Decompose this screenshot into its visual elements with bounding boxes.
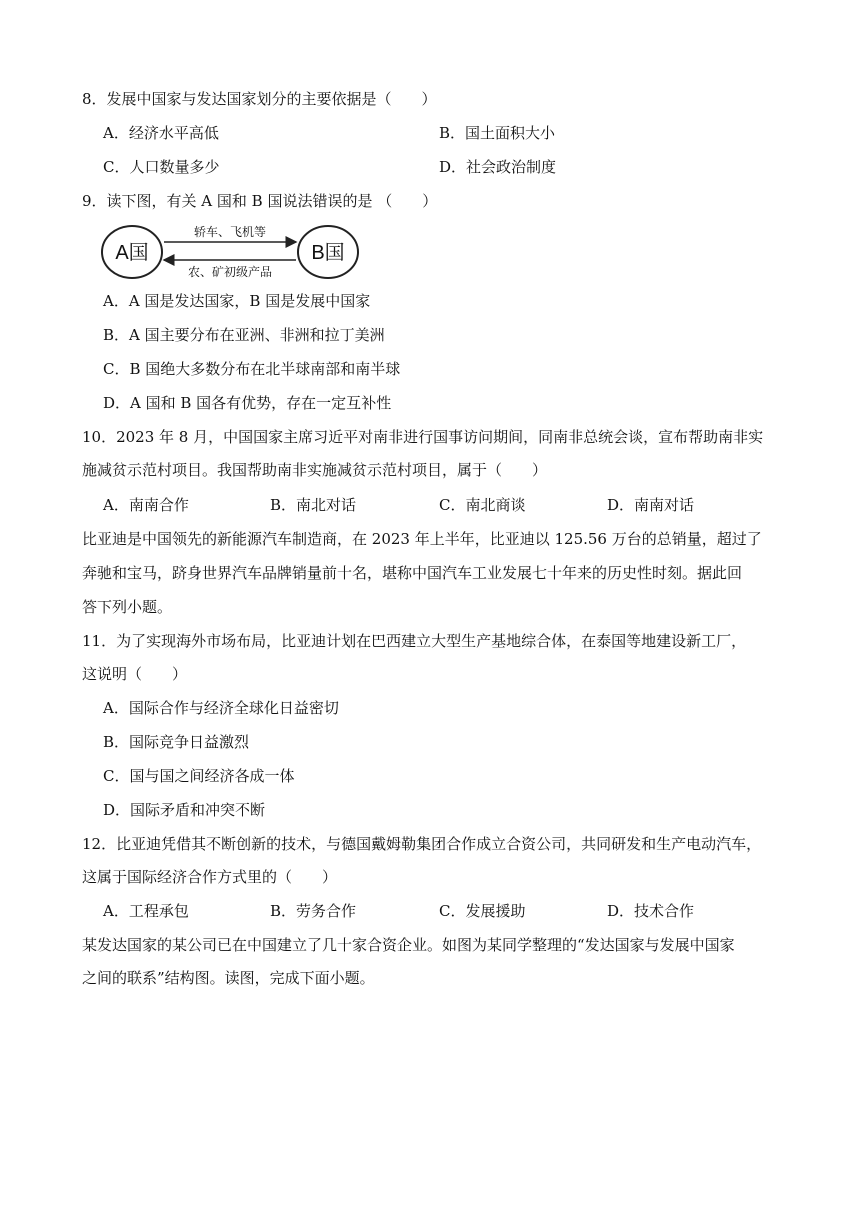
q11-option-d: D．国际矛盾和冲突不断 bbox=[103, 801, 266, 819]
q11-option-b: B．国际竞争日益激烈 bbox=[103, 733, 250, 751]
q9-option-b: B．A 国主要分布在亚洲、非洲和拉丁美洲 bbox=[103, 326, 385, 344]
arrow-b-to-a-label: 农、矿初级产品 bbox=[187, 265, 273, 279]
q11-stem-line2: 这说明（ ） bbox=[82, 665, 188, 683]
q8-option-a: A．经济水平高低 bbox=[103, 124, 219, 142]
q8-option-c: C．人口数量多少 bbox=[103, 158, 220, 176]
q10-option-a: A．南南合作 bbox=[103, 496, 189, 514]
byd-intro-line1: 比亚迪是中国领先的新能源汽车制造商，在 2023 年上半年，比亚迪以 125.56 万台的总销量，超过了 bbox=[82, 530, 762, 548]
q12-option-d: D．技术合作 bbox=[607, 902, 695, 920]
q12-stem-line2: 这属于国际经济合作方式里的（ ） bbox=[82, 868, 338, 886]
trade-diagram bbox=[100, 222, 362, 280]
q9-option-d: D．A 国和 B 国各有优势，存在一定互补性 bbox=[103, 394, 392, 412]
arrow-a-to-b-label: 轿车、飞机等 bbox=[193, 225, 267, 239]
country-a-label: A国 bbox=[115, 242, 149, 264]
country-b-label: B国 bbox=[311, 242, 345, 264]
q9-option-a: A．A 国是发达国家，B 国是发展中国家 bbox=[103, 292, 371, 310]
q12-option-c: C．发展援助 bbox=[439, 902, 526, 920]
structure-intro-line2: 之间的联系”结构图。读图，完成下面小题。 bbox=[82, 969, 375, 987]
q10-stem-line2: 施减贫示范村项目。我国帮助南非实施减贫示范村项目，属于（ ） bbox=[82, 461, 548, 479]
byd-intro-line2: 奔驰和宝马，跻身世界汽车品牌销量前十名，堪称中国汽车工业发展七十年来的历史性时刻。据此回 bbox=[82, 564, 743, 582]
q12-option-b: B．劳务合作 bbox=[270, 902, 357, 920]
q8-option-b: B．国土面积大小 bbox=[439, 124, 556, 142]
q12-stem-line1: 12．比亚迪凭借其不断创新的技术，与德国戴姆勒集团合作成立合资公司，共同研发和生产电动汽车， bbox=[82, 835, 762, 853]
q12-option-a: A．工程承包 bbox=[103, 902, 189, 920]
q11-stem-line1: 11．为了实现海外市场布局，比亚迪计划在巴西建立大型生产基地综合体，在泰国等地建设新工厂， bbox=[82, 632, 747, 650]
structure-intro-line1: 某发达国家的某公司已在中国建立了几十家合资企业。如图为某同学整理的“发达国家与发展中国家 bbox=[82, 936, 735, 954]
q11-option-a: A．国际合作与经济全球化日益密切 bbox=[103, 699, 339, 717]
byd-intro-line3: 答下列小题。 bbox=[82, 598, 173, 616]
q10-stem-line1: 10．2023 年 8 月，中国国家主席习近平对南非进行国事访问期间，同南非总统会谈，宣布帮助南非实 bbox=[82, 428, 764, 446]
q11-option-c: C．国与国之间经济各成一体 bbox=[103, 767, 295, 785]
q10-option-b: B．南北对话 bbox=[270, 496, 357, 514]
q9-stem: 9．读下图，有关 A 国和 B 国说法错误的是 （ ） bbox=[82, 192, 438, 210]
q10-option-c: C．南北商谈 bbox=[439, 496, 526, 514]
q9-option-c: C．B 国绝大多数分布在北半球南部和南半球 bbox=[103, 360, 401, 378]
q10-option-d: D．南南对话 bbox=[607, 496, 695, 514]
q8-stem: 8．发展中国家与发达国家划分的主要依据是（ ） bbox=[82, 90, 437, 108]
q8-option-d: D．社会政治制度 bbox=[439, 158, 557, 176]
